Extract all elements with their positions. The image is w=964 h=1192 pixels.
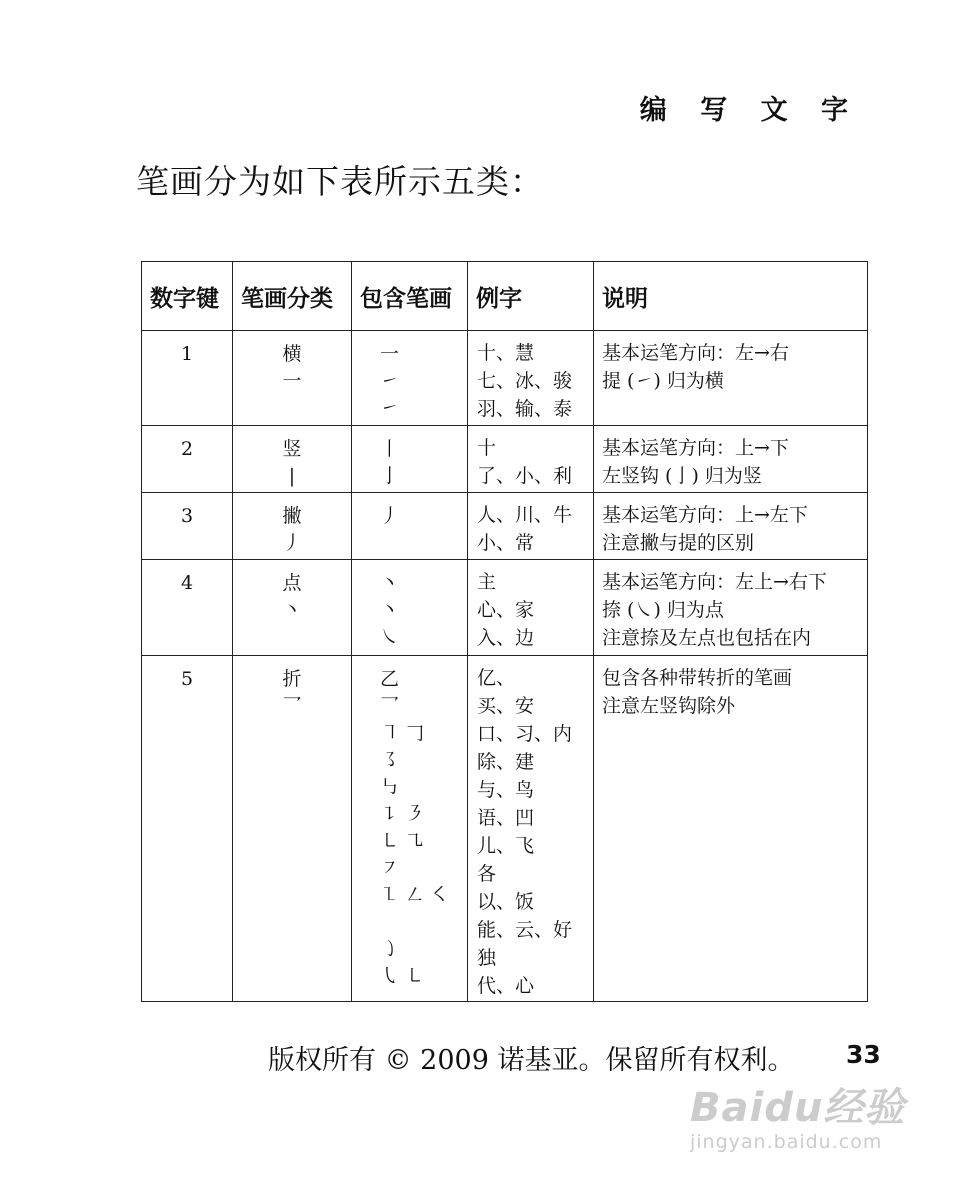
header-key: 数字键 <box>142 262 233 331</box>
stroke-line: 丶 <box>380 599 400 621</box>
note-line: 基本运笔方向：左→右 <box>602 342 789 364</box>
note-line: 捺 (㇏) 归为点 <box>602 599 724 621</box>
stroke-line: ㇕ 𠃌 <box>380 722 425 744</box>
stroke-line: ㇊ ㇋ <box>380 803 425 825</box>
example-line: 了、小、利 <box>477 465 573 487</box>
category-line: 丶 <box>282 599 302 621</box>
stroke-line: ㇏ <box>380 626 400 648</box>
number-key-cell: 3 <box>142 493 233 560</box>
stroke-table <box>141 261 868 1002</box>
example-line: 心、家 <box>477 599 535 621</box>
notes-cell <box>594 560 868 656</box>
stroke-line: 一 <box>380 343 400 365</box>
header-notes: 说明 <box>594 262 868 331</box>
example-line: 主 <box>477 571 497 593</box>
stroke-line: ㇁ <box>380 938 400 960</box>
example-line: 与、鸟 <box>477 779 535 801</box>
category-line: 横 <box>282 343 302 365</box>
examples-cell <box>468 331 594 426</box>
examples-cell <box>468 426 594 493</box>
table-row <box>142 426 868 493</box>
note-line: 包含各种带转折的笔画 <box>602 667 793 689</box>
header-strokes: 包含笔画 <box>352 262 468 331</box>
note-line: 基本运笔方向：上→左下 <box>602 504 808 526</box>
stroke-line: ㇌ <box>380 749 400 771</box>
watermark-logo: Baidu经验 <box>690 1085 906 1131</box>
strokes-cell <box>352 656 468 1002</box>
example-line: 语、凹 <box>477 807 535 829</box>
example-line: 亿、 <box>477 667 516 689</box>
example-line: 口、习、内 <box>477 723 573 745</box>
section-title: 编 写 文 字 <box>639 95 860 126</box>
category-line: 乛 <box>282 695 302 717</box>
example-line: 十、慧 <box>477 342 535 364</box>
notes-cell <box>594 426 868 493</box>
header-category: 笔画分类 <box>233 262 352 331</box>
example-line: 买、安 <box>477 695 535 717</box>
example-line: 代、心 <box>477 975 535 997</box>
number-key-cell: 4 <box>142 560 233 656</box>
notes-cell <box>594 656 868 1002</box>
category-cell <box>233 426 352 493</box>
notes-cell <box>594 493 868 560</box>
note-line: 提 (㇀) 归为横 <box>602 370 724 392</box>
category-line: 点 <box>282 572 302 594</box>
stroke-line: 乙 <box>380 668 400 690</box>
example-line: 儿、飞 <box>477 835 535 857</box>
note-line: 注意撇与提的区别 <box>602 532 755 554</box>
note-line: 注意捺及左点也包括在内 <box>602 627 812 649</box>
stroke-line: 丿 <box>380 505 400 527</box>
stroke-line: ㇇ <box>380 857 400 879</box>
example-line: 以、饭 <box>477 891 535 913</box>
note-line: 基本运笔方向：左上→右下 <box>602 571 827 593</box>
stroke-line: 亅 <box>380 465 400 487</box>
category-line: 丿 <box>282 532 302 554</box>
strokes-cell <box>352 426 468 493</box>
category-cell <box>233 560 352 656</box>
examples-cell <box>468 493 594 560</box>
category-cell <box>233 331 352 426</box>
table-row <box>142 560 868 656</box>
note-line: 注意左竖钩除外 <box>602 695 736 717</box>
examples-cell <box>468 560 594 656</box>
stroke-line: ㇂ ㇄ <box>380 965 425 987</box>
table-row <box>142 331 868 426</box>
note-line: 左竖钩 (亅) 归为竖 <box>602 465 762 487</box>
notes-cell <box>594 331 868 426</box>
stroke-line: ㇄ ㇈ <box>380 830 425 852</box>
category-line: 折 <box>282 668 302 690</box>
example-line: 小、常 <box>477 532 535 554</box>
stroke-line: ㇀ <box>380 397 400 419</box>
header-examples: 例字 <box>468 262 594 331</box>
strokes-cell <box>352 560 468 656</box>
category-line: 竖 <box>282 438 302 460</box>
stroke-line: 乛 <box>380 695 400 717</box>
example-line: 独 <box>477 947 497 969</box>
category-line: 撇 <box>282 505 302 527</box>
stroke-line: ㇅ ㇜ ㇛ <box>380 884 450 906</box>
example-line: 七、冰、骏 <box>477 370 573 392</box>
watermark-url: jingyan.baidu.com <box>690 1131 883 1153</box>
table-row <box>142 656 868 1002</box>
example-line: 除、建 <box>477 751 535 773</box>
category-cell <box>233 656 352 1002</box>
copyright-text: 版权所有 © 2009 诺基亚。保留所有权利。 <box>268 1045 795 1076</box>
table-header-row <box>142 262 868 331</box>
example-line: 羽、输、泰 <box>477 398 573 420</box>
number-key-cell: 2 <box>142 426 233 493</box>
strokes-cell <box>352 331 468 426</box>
stroke-line: ㇀ <box>380 370 400 392</box>
category-line: | <box>288 465 296 487</box>
category-line: 一 <box>282 370 302 392</box>
example-line: 十 <box>477 437 497 459</box>
stroke-line: ㇉ <box>380 776 400 798</box>
example-line: 人、川、牛 <box>477 504 573 526</box>
page-number: 33 <box>846 1040 881 1069</box>
note-line: 基本运笔方向：上→下 <box>602 437 789 459</box>
table-row <box>142 493 868 560</box>
stroke-line: 丨 <box>380 438 400 460</box>
stroke-line <box>380 909 467 936</box>
watermark <box>690 1076 905 1153</box>
number-key-cell: 5 <box>142 656 233 1002</box>
example-line: 能、云、好 <box>477 919 573 941</box>
category-cell <box>233 493 352 560</box>
example-line: 各 <box>477 863 497 885</box>
stroke-line: 丶 <box>380 572 400 594</box>
examples-cell <box>468 656 594 1002</box>
strokes-cell <box>352 493 468 560</box>
number-key-cell: 1 <box>142 331 233 426</box>
example-line: 入、边 <box>477 627 535 649</box>
intro-text: 笔画分为如下表所示五类： <box>136 162 544 201</box>
